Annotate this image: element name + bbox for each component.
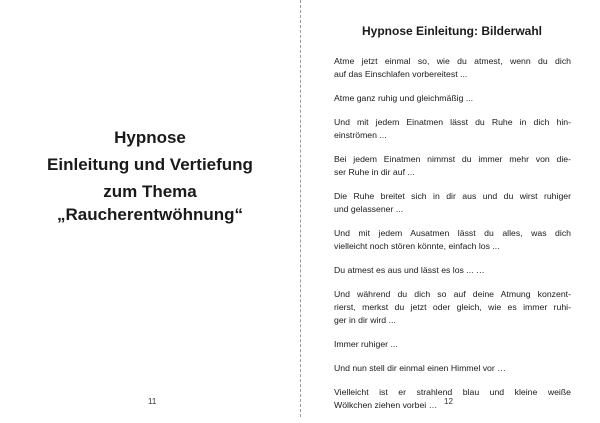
body-paragraph (334, 116, 571, 142)
body-line: Vielleicht ist er strahlend blau und kleine weiße (334, 387, 571, 397)
body-paragraph (334, 338, 571, 351)
body-paragraph (334, 153, 571, 179)
body-line: Und während du dich so auf deine Atmung konzent- (334, 289, 571, 299)
body-paragraph (334, 362, 571, 375)
body-line: Bei jedem Einatmen nimmst du immer mehr von die- (334, 154, 571, 164)
body-line: Und mit jedem Einatmen lässt du Ruhe in dich hin- (334, 117, 571, 127)
body-line: ger in dir wird ... (334, 315, 396, 325)
page-number-left: 11 (148, 397, 157, 406)
body-line: Atme ganz ruhig und gleichmäßig ... (334, 93, 474, 103)
body-line: Und mit jedem Ausatmen lässt du alles, was dich (334, 228, 571, 238)
body-line: Atme jetzt einmal so, wie du atmest, wenn du dich (334, 56, 571, 66)
body-line: Du atmest es aus und lässt es los ... … (334, 265, 485, 275)
left-page-title (0, 124, 300, 224)
body-paragraph (334, 264, 571, 277)
body-line: Immer ruhiger ... (334, 339, 398, 349)
title-line: Einleitung und Vertiefung (47, 155, 253, 174)
body-line: und gelassener ... (334, 204, 404, 214)
title-line: „Raucherentwöhnung“ (56, 205, 244, 224)
body-line: rierst, merkst du jetzt oder gleich, wie es immer ruhi- (334, 302, 571, 312)
right-page-heading: Hypnose Einleitung: Bilderwahl (361, 24, 543, 38)
right-page (301, 0, 600, 417)
body-paragraph (334, 92, 571, 105)
title-line: zum Thema (103, 182, 197, 201)
body-paragraph (334, 227, 571, 253)
page-number-right: 12 (444, 397, 453, 406)
body-line: Die Ruhe breitet sich in dir aus und du wirst ruhiger (334, 191, 571, 201)
body-line: ser Ruhe in dir auf ... (334, 167, 415, 177)
body-paragraph (334, 190, 571, 216)
body-paragraph (334, 55, 571, 81)
title-line: Hypnose (114, 128, 186, 147)
right-page-body (334, 55, 571, 423)
body-line: einströmen ... (334, 130, 387, 140)
body-paragraph (334, 288, 571, 327)
left-page (0, 0, 300, 417)
body-line: Wölkchen ziehen vorbei … (334, 400, 438, 410)
body-line: vielleicht noch stören könnte, einfach los ... (334, 241, 500, 251)
body-line: Und nun stell dir einmal einen Himmel vor … (334, 363, 506, 373)
body-line: auf das Einschlafen vorbereitest ... (334, 69, 468, 79)
